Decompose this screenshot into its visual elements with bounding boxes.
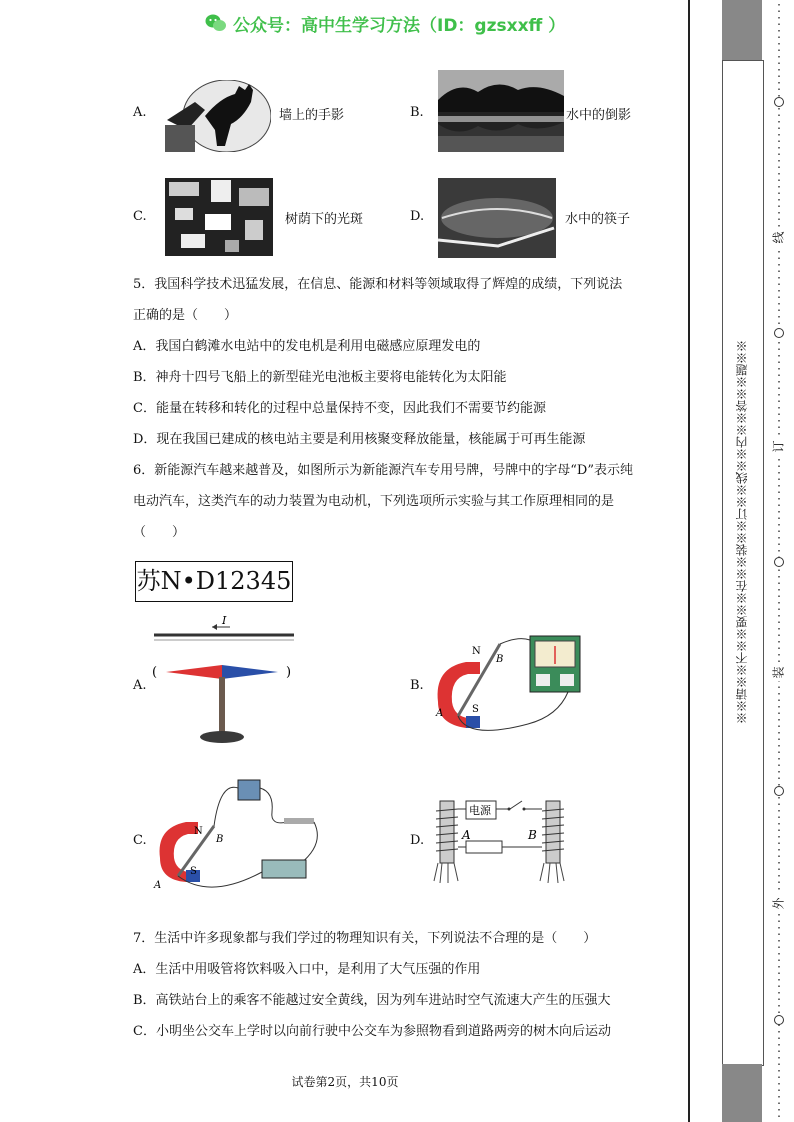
q5-stem-line2: 正确的是（ ） xyxy=(133,308,238,323)
sidebar-warning: ※※请※※不※※要※※在※※装※※订※※线※※内※※答※※题※※ xyxy=(735,340,749,724)
q7-stem: 7．生活中许多现象都与我们学过的物理知识有关，下列说法不合理的是（ ） xyxy=(133,931,597,946)
q4-option-a-label: A. xyxy=(133,105,147,120)
electromagnet-figure xyxy=(432,797,572,885)
q4-option-c-caption: 树荫下的光斑 xyxy=(285,212,364,227)
b-s-label: S xyxy=(472,704,479,715)
current-label: I xyxy=(222,615,227,627)
c-a-label: A xyxy=(154,880,162,891)
sidebar-gray-bottom xyxy=(722,1064,762,1122)
q6-stem-line1: 6．新能源汽车越来越普及，如图所示为新能源汽车专用号牌，号牌中的字母“D”表示纯 xyxy=(133,463,633,478)
q5-option-c: C．能量在转移和转化的过程中总量保持不变，因此我们不需要节约能源 xyxy=(133,401,546,416)
sidebar-gray-top xyxy=(722,0,762,60)
svg-text:(: ( xyxy=(152,665,158,680)
sidebar-mark-line: 线 xyxy=(771,231,786,244)
q4-option-c-label: C. xyxy=(133,209,147,224)
c-n-label: N xyxy=(194,826,203,837)
d-a-label: A xyxy=(462,828,471,842)
q6-stem-line2: 电动汽车，这类汽车的动力装置为电动机，下列选项所示实验与其工作原理相同的是 xyxy=(133,494,615,509)
q6-option-d-label: D. xyxy=(410,833,425,848)
q7-option-a: A．生活中用吸管将饮料吸入口中，是利用了大气压强的作用 xyxy=(133,962,481,977)
hand-shadow-image xyxy=(165,80,271,152)
q4-option-b-label: B. xyxy=(410,105,424,120)
q4-option-a-caption: 墙上的手影 xyxy=(279,108,345,123)
page-footer: 试卷第2页，共10页 xyxy=(291,1075,399,1089)
sidebar-rule xyxy=(688,0,690,1122)
q6-stem-line3: （ ） xyxy=(133,525,186,540)
b-n-label: N xyxy=(472,646,481,657)
tree-light-spots-image xyxy=(165,178,273,256)
d-b-label: B xyxy=(528,828,537,842)
motor-experiment-figure xyxy=(150,772,325,900)
sidebar-mark-zhuang: 装 xyxy=(771,666,786,679)
wechat-icon xyxy=(205,13,227,33)
q5-stem-line1: 5．我国科学技术迅猛发展，在信息、能源和材料等领域取得了辉煌的成绩，下列说法 xyxy=(133,277,623,292)
water-reflection-image xyxy=(438,70,564,152)
oersted-experiment-figure xyxy=(150,615,300,750)
sidebar-mark-wai: 外 xyxy=(771,897,786,910)
b-a-label: A xyxy=(436,708,444,719)
q4-option-b-caption: 水中的倒影 xyxy=(566,108,632,123)
header-watermark xyxy=(205,10,565,36)
q4-option-d-label: D. xyxy=(410,209,425,224)
q6-option-b-label: B. xyxy=(410,678,424,693)
sidebar-mark-ding: 订 xyxy=(771,440,786,453)
c-s-label: S xyxy=(190,866,197,877)
q5-option-b: B．神舟十四号飞船上的新型硅光电池板主要将电能转化为太阳能 xyxy=(133,370,507,385)
q7-option-b: B．高铁站台上的乘客不能越过安全黄线，因为列车进站时空气流速大产生的压强大 xyxy=(133,993,611,1008)
q7-option-c: C．小明坐公交车上学时以向前行驶中公交车为参照物看到道路两旁的树木向后运动 xyxy=(133,1024,611,1039)
q6-option-a-label: A. xyxy=(133,678,147,693)
power-label: 电源 xyxy=(469,804,491,817)
license-plate: 苏N•D12345 xyxy=(135,561,293,602)
c-b-label: B xyxy=(216,834,224,845)
b-b-label: B xyxy=(496,654,504,665)
header-text: 公众号：高中生学习方法（ID：gzsxxff ） xyxy=(233,15,566,36)
q5-option-a: A．我国白鹤滩水电站中的发电机是利用电磁感应原理发电的 xyxy=(133,339,481,354)
q6-option-c-label: C. xyxy=(133,833,147,848)
q4-option-d-caption: 水中的筷子 xyxy=(565,212,631,227)
svg-text:): ) xyxy=(286,665,292,680)
q5-option-d: D．现在我国已建成的核电站主要是利用核聚变释放能量，核能属于可再生能源 xyxy=(133,432,586,447)
chopsticks-in-water-image xyxy=(438,178,556,258)
binding-dotted-line xyxy=(768,0,790,1122)
electromagnetic-induction-figure xyxy=(428,632,588,742)
